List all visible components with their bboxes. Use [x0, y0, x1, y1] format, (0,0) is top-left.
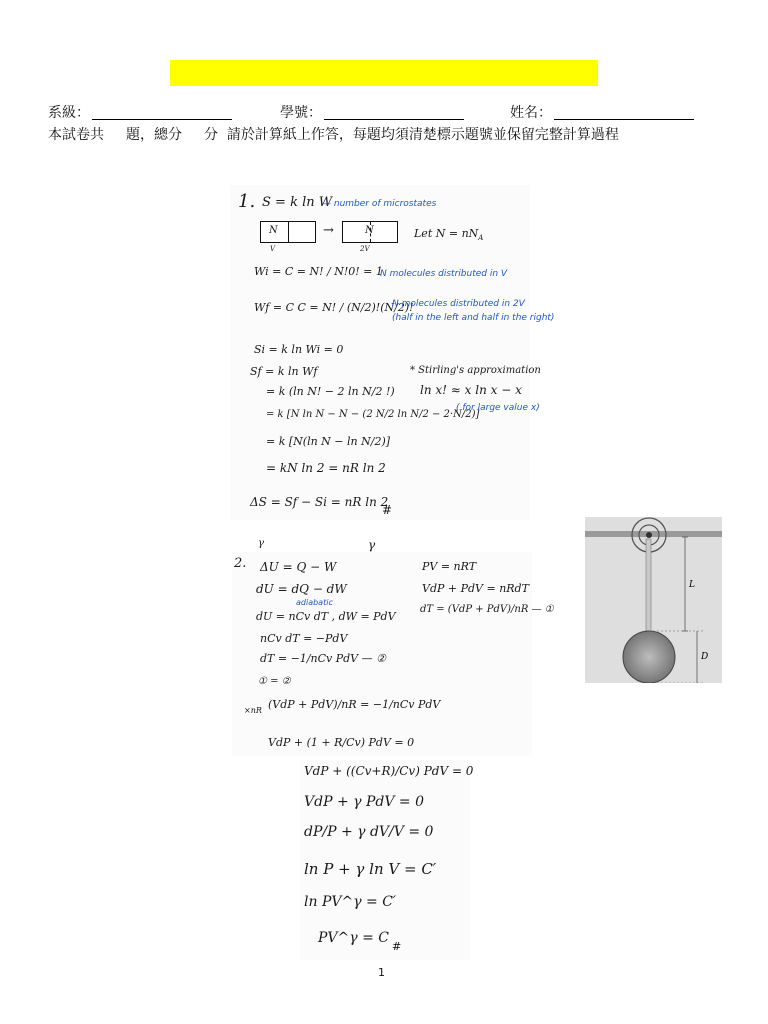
wf-equation: Wf = C C = N! / (N/2)!(N/2)! [254, 301, 414, 314]
sf-equation-2: = k (ln N! − 2 ln N/2 !) [266, 385, 395, 398]
stirling-title: * Stirling's approximation [410, 365, 541, 376]
student-id-blank [324, 106, 464, 120]
wi-equation [254, 265, 383, 278]
sf-equation-4: = k [N(ln N − ln N/2)] [266, 435, 391, 448]
stirling-equation: ln x! ≈ x ln x − x [420, 383, 522, 397]
p2-eq11: dP/P + γ dV/V = 0 [304, 824, 434, 840]
exam-instructions [48, 124, 619, 144]
p2-eq14: PV^γ = C [318, 930, 389, 946]
let-subscript: A [478, 234, 484, 243]
name-blank [554, 106, 694, 120]
wi-text: Wi = C [254, 265, 294, 278]
sf-equation-5: = kN ln 2 = nR ln 2 [266, 461, 386, 475]
length-label: L [689, 580, 695, 590]
department-label: 系級： [48, 105, 90, 121]
problem1-number: 1. [238, 191, 256, 212]
p2-eq6: ① = ② [258, 676, 291, 687]
problem2-number: 2. [234, 556, 247, 571]
problem1-end-mark: # [382, 503, 393, 517]
p2-eq7: (VdP + PdV)/nR = −1/nCv PdV [268, 698, 441, 711]
instr-part3: 分 [204, 127, 218, 143]
initial-box [260, 221, 316, 243]
problem2-end-mark: # [392, 940, 402, 953]
delta-s-equation: ΔS = Sf − Si = nR ln 2 [250, 495, 389, 509]
side-eq1: PV = nRT [422, 560, 477, 573]
p2-eq5: dT = −1/nCv PdV — ② [260, 652, 386, 665]
wi-note: N molecules distributed in V [380, 269, 508, 279]
instr-part2: 題，總分 [126, 127, 182, 143]
side-eq2: VdP + PdV = nRdT [422, 582, 529, 595]
department-blank [92, 106, 232, 120]
p2-eq10: VdP + γ PdV = 0 [304, 794, 424, 810]
wf-note-1: N molecules distributed in 2V [392, 299, 525, 309]
side-eq3: dT = (VdP + PdV)/nR — ① [420, 604, 554, 615]
pendulum-diagram [585, 517, 722, 683]
adiabatic-note: adiabatic [296, 598, 333, 607]
student-id-label: 學號： [280, 105, 322, 121]
gamma-mark-1: γ [258, 538, 264, 549]
problem2-scan-top [232, 552, 554, 756]
pendulum-figure [585, 517, 722, 683]
page-number: 1 [378, 966, 385, 979]
gamma-mark-2: γ [368, 538, 376, 552]
name-label: 姓名： [510, 105, 552, 121]
stirling-note: ( for large value x) [456, 403, 540, 413]
wi-rest: = N! / N!0! = 1 [293, 265, 383, 278]
instr-part4: 請於計算紙上作答，每題均須清楚標示題號並保留完整計算過程 [226, 127, 619, 143]
p2-eq3: dU = nCv dT , dW = PdV [256, 610, 396, 623]
department-field [48, 102, 232, 122]
p2-eq12: ln P + γ ln V = C′ [304, 860, 437, 878]
p2-eq1: ΔU = Q − W [260, 560, 337, 574]
diameter-label: D [701, 652, 709, 662]
microstates-note: — number of microstates [322, 199, 437, 209]
initial-box-label: N [269, 225, 278, 236]
let-statement [414, 227, 483, 242]
student-id-field [280, 102, 464, 122]
title-highlight-bar [170, 60, 598, 86]
si-equation: Si = k ln Wi = 0 [254, 343, 344, 356]
initial-box-caption: V [270, 245, 276, 253]
p2-eq13: ln PV^γ = C′ [304, 894, 397, 910]
expansion-arrow: → [323, 223, 334, 238]
final-box [342, 221, 398, 243]
name-field [510, 102, 694, 122]
p2-eq2: dU = dQ − dW [256, 582, 347, 596]
instr-part1: 本試卷共 [48, 127, 104, 143]
p2-eq9: VdP + ((Cv+R)/Cv) PdV = 0 [304, 764, 474, 778]
entropy-equation: S = k ln W [262, 195, 333, 210]
sf-equation-3: = k [N ln N − N − (2 N/2 ln N/2 − 2·N/2)] [266, 409, 480, 420]
p2-eq8: VdP + (1 + R/Cv) PdV = 0 [268, 736, 415, 749]
final-box-caption: 2V [360, 245, 370, 253]
p2-eq7-prefix: ×nR [244, 706, 262, 715]
sf-equation-1: Sf = k ln Wf [250, 365, 318, 378]
problem2-scan-bottom [300, 760, 474, 960]
wf-note-2: (half in the left and half in the right) [392, 313, 555, 323]
p2-eq4: nCv dT = −PdV [260, 632, 348, 645]
let-text: Let N = nN [414, 227, 479, 240]
problem1-scan [230, 185, 555, 520]
final-box-label: N [365, 225, 374, 236]
